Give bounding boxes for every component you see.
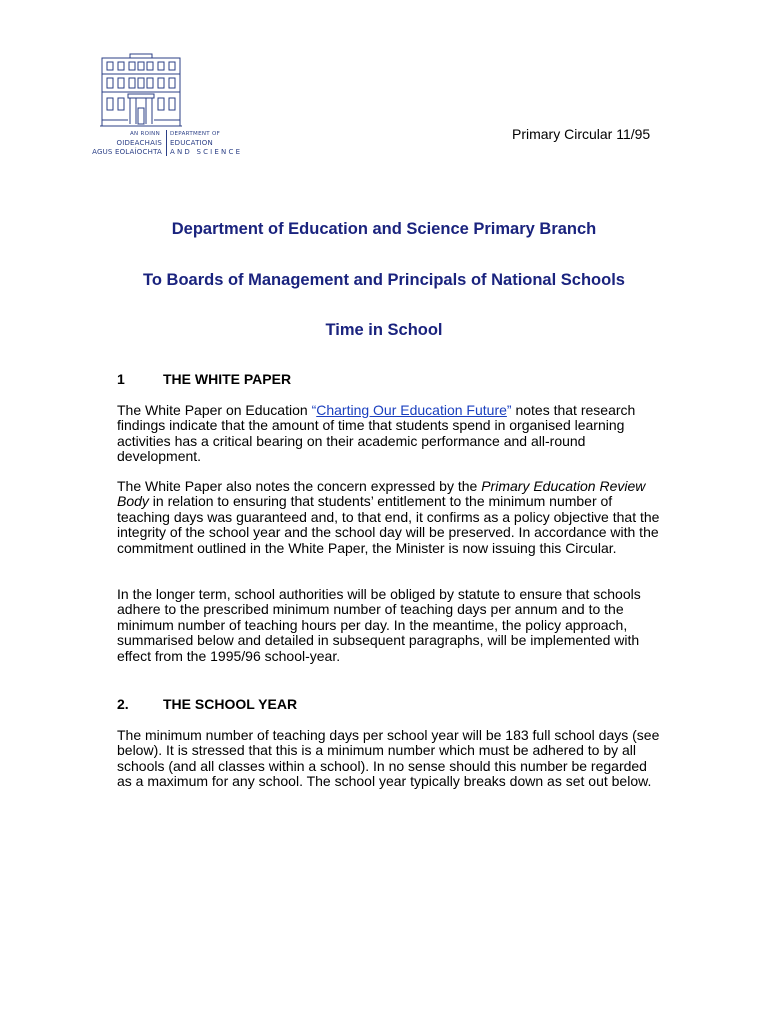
p1-after-text: notes that research findings indicate that the amount of time that students spend in organised learning activities has a critical bearing on their academic performance and all-round development. — [117, 402, 636, 465]
section-title-text: THE SCHOOL YEAR — [163, 696, 298, 712]
p1-quote-close: ” — [506, 402, 512, 418]
section-title-text: THE WHITE PAPER — [163, 371, 292, 387]
logo-divider — [166, 130, 167, 156]
section-title-school-year — [117, 696, 297, 712]
logo-irish-text — [80, 130, 162, 157]
recipients-heading: To Boards of Management and Principals of National Schools — [143, 271, 625, 289]
section-number: 2. — [117, 696, 129, 712]
charting-future-link[interactable]: Charting Our Education Future — [316, 402, 507, 418]
p1-before-text: The White Paper on Education — [117, 402, 312, 418]
logo-irish-small: AN ROINN — [129, 131, 160, 137]
circular-reference: Primary Circular 11/95 — [512, 126, 651, 142]
branch-heading: Department of Education and Science Primary Branch — [171, 220, 597, 238]
section-number: 1 — [117, 371, 125, 387]
logo-english-line1: EDUCATION — [170, 139, 213, 147]
building-logo-icon — [100, 52, 182, 128]
paragraph-white-paper-intro — [117, 403, 662, 465]
p2-italic-text: Primary Education Review Body — [117, 478, 646, 510]
logo-irish-line2: AGUS EOLAÍOCHTA — [92, 148, 162, 156]
section-title-white-paper — [117, 371, 291, 387]
logo-english-small: DEPARTMENT OF — [170, 131, 221, 137]
p2-before-text: The White Paper also notes the concern expressed by the — [117, 478, 482, 494]
paragraph-school-year: The minimum number of teaching days per school year will be 183 full school days (see below). It is stressed that this is a minimum number which must be adhered to by all schools (and all classes within a school). In no sense should this number be regarded as a maximum for any school. The school year typically breaks down as set out below. — [117, 727, 660, 790]
subject-heading: Time in School — [325, 321, 443, 339]
p1-quote-open: “ — [311, 402, 317, 418]
paragraph-review-body — [117, 479, 662, 556]
logo-english-text — [170, 130, 242, 157]
logo-english-line2: AND SCIENCE — [170, 148, 243, 156]
logo-irish-line1: OIDEACHAIS — [116, 139, 162, 147]
department-logo — [80, 52, 243, 160]
p2-after-text: in relation to ensuring that students’ entitlement to the minimum number of teaching days was guaranteed and, to that end, it confirms as a policy objective that the integrity of the school year and the school day will be preserved. In accordance with the commitment outlined in the White Paper, the Minister is now issuing this Circular. — [117, 493, 660, 556]
paragraph-longer-term: In the longer term, school authorities will be obliged by statute to ensure that schools adhere to the prescribed minimum number of teaching days per annum and to the minimum number of teaching hours per day. In the meantime, the policy approach, summarised below and detailed in subsequent paragraphs, will be implemented with effect from the 1995/96 school-year. — [117, 586, 641, 664]
